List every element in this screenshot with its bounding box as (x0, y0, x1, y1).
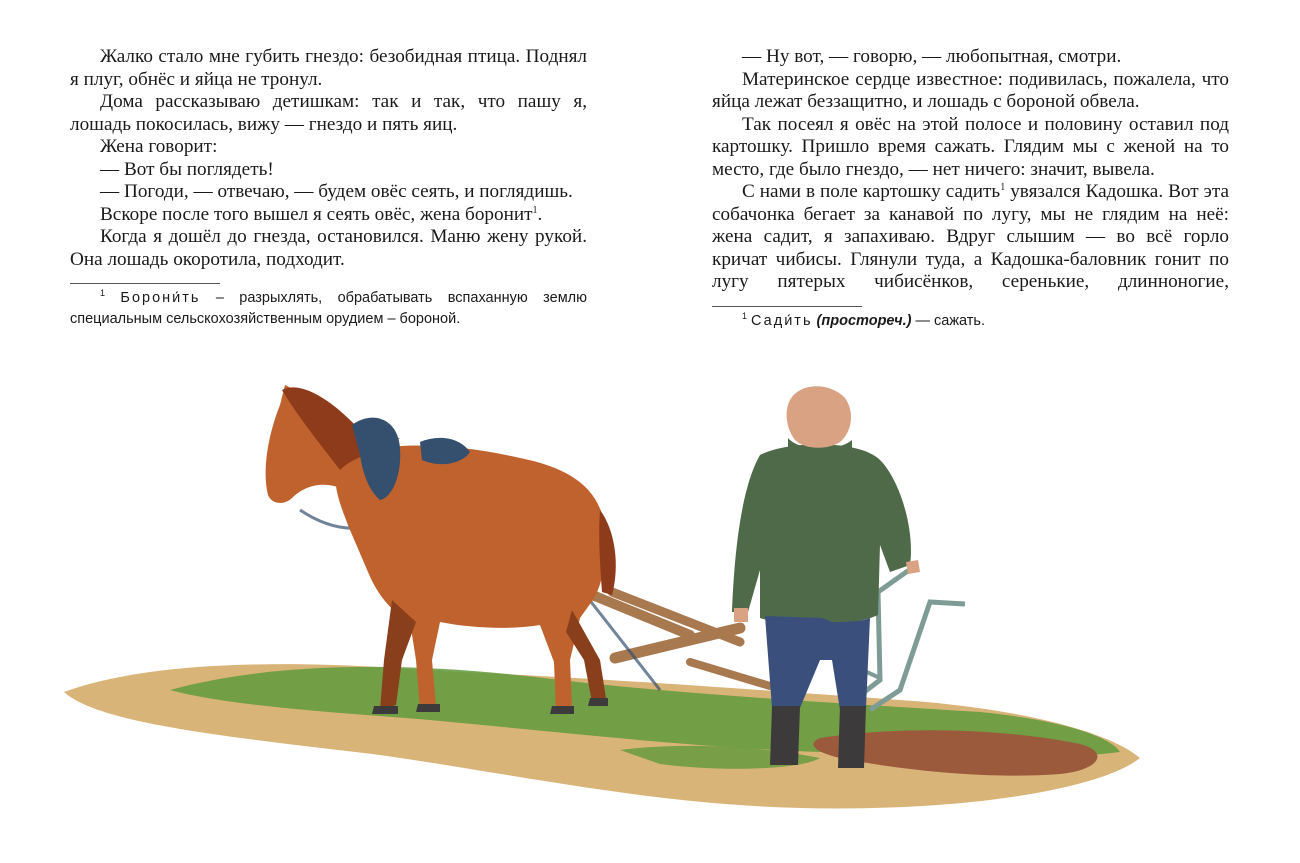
footnote (712, 311, 1229, 332)
paragraph: Так посеял я овёс на этой полосе и половину оставил под картошку. Пришло время сажать. Глядим мы с женой на то место, где было гнездо, — нет ничего: значит, вывела. (712, 113, 1229, 180)
paragraph-text: Вскоре после того вышел я сеять овёс, жена боронит (100, 203, 533, 225)
footnote-text: — сажать. (915, 312, 985, 329)
plowing-illustration (0, 360, 1300, 863)
footnote (70, 288, 587, 330)
footnote-marker[interactable]: 1 (1000, 182, 1006, 193)
paragraph: Жалко стало мне губить гнездо: безобидная птица. Поднял я плуг, обнёс и яйца не тронул. (70, 46, 587, 90)
paragraph: — Погоди, — отвечаю, — будем овёс сеять, и поглядишь. (100, 181, 573, 202)
paragraph-with-footnote: Вскоре после того вышел я сеять овёс, жена боронит$^1$. (100, 203, 543, 225)
paragraph: — Вот бы поглядеть! (100, 158, 274, 180)
paragraph-text: увязался Кадошка. Вот эта собачонка бегает за канавой по лугу, мы не глядим на неё: жена садит, я запахиваю. Вдруг слышим — во всё горло кричат чибисы. Глянули туда, а Кадошка-баловник гонит по лугу пятерых чибисёнков, серенькие, длинноногие, (712, 181, 1230, 292)
paragraph: Дома рассказываю детишкам: так и так, что пашу я, лошадь покосилась, вижу — гнездо и пять яиц. (70, 91, 587, 135)
left-text-column (70, 46, 587, 330)
paragraph-text: С нами в поле картошку садить (742, 181, 1001, 202)
footnote-note: (простореч.) (816, 312, 912, 329)
footnote-term: Сади́ть (751, 312, 813, 329)
footnote-divider (70, 283, 220, 284)
paragraph: — Ну вот, — говорю, — любопытная, смотри. (742, 46, 1122, 67)
paragraph-with-footnote (712, 181, 1229, 294)
paragraph: Когда я дошёл до гнезда, остановился. Маню жену рукой. Она лошадь окоротила, подходит. (70, 226, 587, 270)
footnote-text: – разрыхлять, обрабатывать вспаханную землю специальным сельскохозяйственным орудием – бороной. (70, 290, 587, 327)
right-text-column (712, 46, 1229, 332)
footnote-number: 1 (100, 288, 106, 298)
footnote-divider (712, 306, 862, 307)
footnote-number: 1 (742, 310, 748, 321)
paragraph: Жена говорит: (100, 136, 218, 157)
footnote-marker[interactable]: 1 (532, 204, 538, 216)
footnote-term: Борони́ть (120, 290, 201, 306)
paragraph: Материнское сердце известное: подивилась, пожалела, что яйца лежат беззащитно, и лошадь с бороной обвела. (712, 68, 1229, 112)
